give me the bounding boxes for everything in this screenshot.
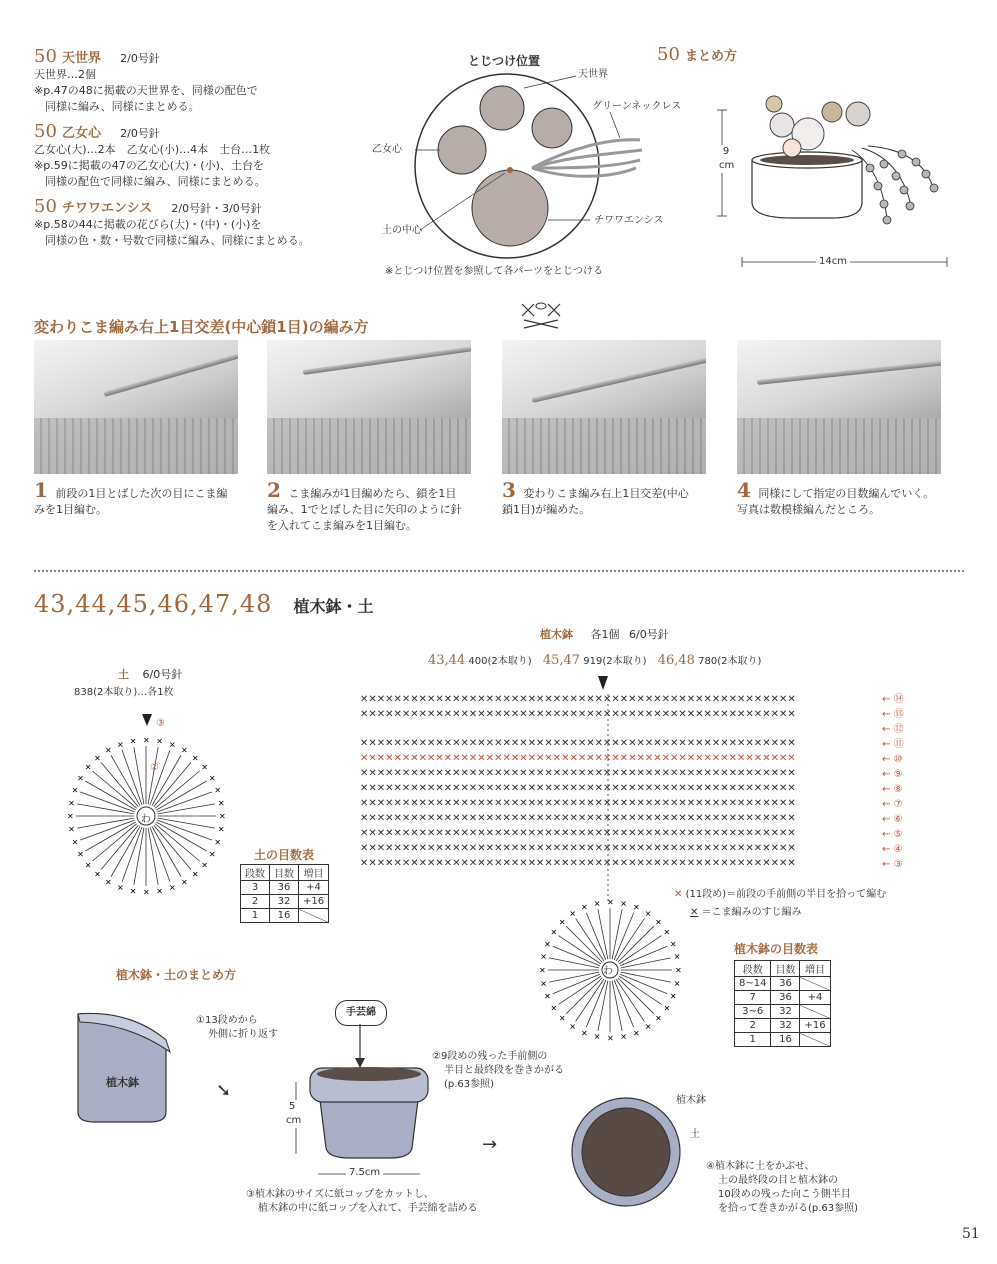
stitch-cross: ✕ bbox=[673, 952, 681, 962]
step-text: ④植木鉢に土をかぶせ、 bbox=[706, 1161, 815, 1172]
assembly-step3 bbox=[246, 1188, 478, 1216]
step-text: を入れてこま編みを1目編む。 bbox=[267, 519, 417, 532]
item-tensekai bbox=[34, 46, 374, 115]
stitch-cross: ✕ bbox=[201, 860, 208, 870]
step-photo-3 bbox=[502, 340, 706, 474]
step-number: 2 bbox=[267, 478, 281, 502]
row-label: ← ④ bbox=[882, 844, 903, 855]
crochet-hook bbox=[531, 358, 706, 403]
stitch-cross: ✕ bbox=[191, 753, 199, 763]
pot-count: 各1個 bbox=[590, 628, 620, 641]
step-text: 10段めの残った向こう側半目 bbox=[718, 1189, 851, 1200]
trailing-stems bbox=[852, 146, 934, 220]
stitch-row: ✕✕✕✕✕✕✕✕✕✕✕✕✕✕✕✕✕✕✕✕✕✕✕✕✕✕✕✕✕✕✕✕✕✕✕✕✕✕✕✕✕✕✕✕✕✕✕✕✕✕✕✕ bbox=[360, 813, 796, 824]
stitch-cross: ✕ bbox=[77, 850, 84, 859]
row-label: ← ⑧ bbox=[882, 784, 903, 795]
stitch-cross: ✕ bbox=[593, 899, 601, 909]
section2-heading bbox=[34, 590, 374, 618]
step-text: 写真は数模様編んだところ。 bbox=[737, 503, 880, 516]
stitch-cross: ✕ bbox=[644, 909, 652, 919]
top-left-instructions bbox=[34, 46, 374, 249]
stitch-cross: ✕ bbox=[540, 952, 548, 962]
stitch-mark bbox=[155, 824, 199, 861]
assembly-height bbox=[286, 1100, 302, 1128]
start-triangle bbox=[142, 714, 152, 726]
section2-numbers: 43,44,45,46,47,48 bbox=[34, 590, 273, 618]
step-text: 外側に折り返す bbox=[208, 1029, 278, 1040]
stitch-mark bbox=[612, 981, 622, 1031]
stitch-mark bbox=[101, 762, 138, 806]
row-label: ← ⑬ bbox=[882, 709, 904, 720]
knit-fabric bbox=[267, 418, 471, 474]
matome-heading bbox=[657, 44, 737, 65]
stitch-mark bbox=[549, 958, 599, 968]
step-3 bbox=[502, 478, 720, 518]
stitch-cross: ✕ bbox=[208, 774, 216, 783]
knit-fabric bbox=[34, 418, 238, 474]
row-label: ← ⑪ bbox=[882, 739, 904, 750]
stitch-cross: ✕ bbox=[663, 1003, 671, 1013]
yarn-nums: 43,44 bbox=[428, 653, 466, 668]
stitch-mark bbox=[92, 771, 136, 808]
item-title: チワワエンシス bbox=[62, 201, 153, 216]
stitch-row: ✕✕✕✕✕✕✕✕✕✕✕✕✕✕✕✕✕✕✕✕✕✕✕✕✕✕✕✕✕✕✕✕✕✕✕✕✕✕✕✕✕✕✕✕✕✕✕✕✕✕✕✕ bbox=[360, 783, 796, 794]
stitch-cross: ✕ bbox=[94, 753, 101, 763]
stitch-cross: ✕ bbox=[143, 736, 150, 745]
pot-count-table bbox=[734, 960, 831, 1047]
soil-round-mark: ② bbox=[150, 762, 159, 773]
item-needle: 2/0号針 bbox=[120, 52, 160, 65]
item-line: ※p.59に掲載の47の乙女心(大)・(小)、土台を bbox=[34, 159, 264, 172]
step-text: 編み、1でとばした目に矢印のように針 bbox=[267, 503, 462, 516]
cross-stitch-symbol bbox=[518, 298, 564, 332]
stitch-mark bbox=[553, 974, 600, 994]
stitch-cross: ✕ bbox=[550, 928, 558, 938]
soil-needle: 6/0号針 bbox=[142, 668, 183, 681]
finished-pot-illustration bbox=[712, 90, 972, 270]
item-line: 同様の配色で同様に編み、同様にまとめる。 bbox=[34, 175, 266, 188]
stitch-mark bbox=[621, 958, 671, 968]
pot-table-title: 植木鉢の目数表 bbox=[734, 942, 819, 956]
row-label: ← ⑦ bbox=[882, 799, 903, 810]
start-marker-chain bbox=[590, 676, 630, 909]
step-text: ③植木鉢のサイズに紙コップをカットし、 bbox=[246, 1189, 434, 1200]
stitch-cross: ✕ bbox=[219, 812, 226, 821]
item-number: 50 bbox=[34, 46, 57, 67]
stitch-cross: ✕ bbox=[607, 1034, 614, 1043]
table-row: 1 16 bbox=[735, 1033, 831, 1047]
stitch-cross: ✕ bbox=[105, 746, 112, 756]
succulent bbox=[846, 102, 870, 126]
step-text: 同様にして指定の目数編んでいく。 bbox=[758, 487, 935, 500]
step-number: 4 bbox=[737, 478, 751, 502]
height-unit: cm bbox=[286, 1115, 302, 1126]
stitch-cross: ✕ bbox=[620, 1032, 627, 1042]
stitch-mark bbox=[553, 946, 600, 966]
arrow-right-icon: ➘ bbox=[216, 1080, 232, 1101]
page-number: 51 bbox=[962, 1226, 980, 1242]
item-otome bbox=[34, 121, 374, 190]
soil-top bbox=[582, 1108, 670, 1196]
table-row: 3 36 +4 bbox=[241, 881, 329, 895]
label-otome: 乙女心 bbox=[372, 144, 402, 155]
item-line: ※p.47の48に掲載の天世界を、同様の配色で bbox=[34, 84, 258, 97]
stitch-cross: ✕ bbox=[117, 883, 124, 893]
soil-center-dot bbox=[507, 167, 513, 173]
stitch-cross: ✕ bbox=[84, 763, 92, 773]
succulent bbox=[822, 102, 842, 122]
assembly-step2 bbox=[432, 1050, 564, 1092]
stitch-row: ✕✕✕✕✕✕✕✕✕✕✕✕✕✕✕✕✕✕✕✕✕✕✕✕✕✕✕✕✕✕✕✕✕✕✕✕✕✕✕✕✕✕✕✕✕✕✕✕✕✕✕✕ bbox=[360, 768, 796, 779]
knit-fabric bbox=[502, 418, 706, 474]
part-circle bbox=[480, 86, 524, 130]
step-1 bbox=[34, 478, 244, 518]
stitch-cross: ✕ bbox=[117, 740, 124, 750]
stitch-mark bbox=[549, 972, 599, 982]
stitch-row: ✕✕✕✕✕✕✕✕✕✕✕✕✕✕✕✕✕✕✕✕✕✕✕✕✕✕✕✕✕✕✕✕✕✕✕✕✕✕✕✕✕✕✕✕✕✕✕✕✕✕✕✕ bbox=[360, 798, 796, 809]
pot-soil bbox=[760, 155, 854, 165]
step-text: ②9段めの残った手前側の bbox=[432, 1051, 548, 1062]
table-row: 2 32 +16 bbox=[241, 895, 329, 909]
cross-red-icon: ✕ bbox=[674, 889, 683, 900]
stitch-cross: ✕ bbox=[94, 870, 101, 880]
stitch-cross: ✕ bbox=[663, 928, 671, 938]
crochet-hook bbox=[303, 345, 471, 375]
stitch-mark bbox=[612, 909, 622, 959]
row-label: ← ⑭ bbox=[882, 694, 904, 705]
label-soil-center: 土の中心 bbox=[382, 225, 422, 236]
cross-mark bbox=[524, 320, 558, 328]
item-number: 50 bbox=[34, 196, 57, 217]
pot-body bbox=[752, 160, 862, 218]
stitch-cross: ✕ bbox=[84, 860, 92, 870]
table-row: 7 36 +4 bbox=[735, 991, 831, 1005]
stitch-cross: ✕ bbox=[191, 870, 199, 880]
table-row: 3~6 32 bbox=[735, 1005, 831, 1019]
soil-table-title: 土の目数表 bbox=[254, 848, 315, 862]
start-triangle bbox=[598, 676, 608, 690]
stitch-cross: ✕ bbox=[544, 992, 551, 1002]
stitch-cross: ✕ bbox=[77, 774, 84, 783]
stitch-cross: ✕ bbox=[669, 992, 677, 1002]
matome-height bbox=[719, 145, 733, 173]
label-tensekai: 天世界 bbox=[578, 69, 608, 80]
stitch-mark bbox=[621, 972, 671, 982]
matome-title: まとめ方 bbox=[685, 49, 738, 64]
stitch-cross: ✕ bbox=[675, 966, 682, 975]
stitch-mark bbox=[154, 762, 191, 806]
yarn-amount: 919(2本取り) bbox=[583, 656, 647, 667]
item-needle: 2/0号針・3/0号針 bbox=[171, 202, 262, 215]
table-header: 段数 目数 増目 bbox=[241, 865, 329, 881]
step-photo-4 bbox=[737, 340, 941, 474]
stitch-cross: ✕ bbox=[68, 825, 75, 835]
step-text: 半目と最終段を巻きかがる bbox=[444, 1065, 564, 1076]
item-line: 同様の色・数・号数で同様に編み、同様にまとめる。 bbox=[34, 234, 310, 247]
stitch-cross: ✕ bbox=[558, 917, 566, 927]
pot-yarns bbox=[428, 652, 761, 668]
pot-heading bbox=[540, 626, 669, 642]
item-line: 天世界…2個 bbox=[34, 68, 96, 81]
assembly-step4 bbox=[706, 1160, 858, 1216]
stitch-cross: ✕ bbox=[580, 903, 588, 913]
part-circle bbox=[438, 126, 486, 174]
crochet-hook bbox=[757, 360, 941, 385]
step-text: (p.63参照) bbox=[444, 1079, 495, 1090]
stitch-cross: ✕ bbox=[181, 746, 188, 756]
position-note: ※とじつけ位置を参照して各パーツをとじつける bbox=[385, 266, 603, 277]
succulent bbox=[770, 113, 794, 137]
stitch-cross: ✕ bbox=[129, 886, 137, 896]
assembly-pot-1 bbox=[70, 1000, 200, 1130]
step-text: 土の最終段の目と植木鉢の bbox=[718, 1175, 838, 1186]
knit-fabric bbox=[737, 418, 941, 474]
stitch-cross: ✕ bbox=[143, 888, 150, 897]
legend-text: ＝こま編みのすじ編み bbox=[701, 907, 802, 918]
step-text: 植木鉢の中に紙コップを入れて、手芸綿を詰める bbox=[258, 1203, 478, 1214]
technique-title: 変わりこま編み右上1目交差(中心鎖1目)の編み方 bbox=[34, 318, 369, 336]
table-header: 段数 目数 増目 bbox=[735, 961, 831, 977]
step-text: こま編みが1目編めたら、鎖を1目 bbox=[288, 487, 457, 500]
stitch-cross: ✕ bbox=[217, 825, 225, 835]
cross-underlined-icon: ✕ bbox=[690, 907, 699, 918]
yarn-amount: 400(2本取り) bbox=[468, 656, 532, 667]
assembly-step1 bbox=[196, 1014, 278, 1042]
label-chiwawa: チワワエンシス bbox=[594, 215, 664, 226]
position-diagram bbox=[380, 68, 710, 268]
item-title: 天世界 bbox=[62, 51, 102, 66]
stitch-cross: ✕ bbox=[669, 939, 677, 949]
stitch-row: ✕✕✕✕✕✕✕✕✕✕✕✕✕✕✕✕✕✕✕✕✕✕✕✕✕✕✕✕✕✕✕✕✕✕✕✕✕✕✕✕✕✕✕✕✕✕✕✕✕✕✕✕ bbox=[360, 694, 796, 705]
stitch-cross: ✕ bbox=[214, 837, 222, 847]
step-photo-2 bbox=[267, 340, 471, 474]
matome-height-num: 9 bbox=[722, 146, 730, 157]
matome-number: 50 bbox=[657, 44, 680, 65]
soil-yarn: 838(2本取り)…各1枚 bbox=[74, 687, 174, 698]
assembly-pot-2 bbox=[290, 1024, 440, 1184]
stitch-cross: ✕ bbox=[544, 939, 551, 949]
label-green-necklace: グリーンネックレス bbox=[592, 101, 682, 112]
cotton-bubble: 手芸綿 bbox=[335, 1000, 387, 1026]
stitch-cross: ✕ bbox=[569, 909, 576, 919]
pot-shape bbox=[78, 1014, 166, 1122]
stitch-mark bbox=[620, 974, 667, 994]
stitch-cross: ✕ bbox=[655, 917, 662, 927]
cross-mark bbox=[522, 304, 560, 316]
succulent bbox=[766, 96, 782, 112]
stitch-cross: ✕ bbox=[633, 903, 640, 913]
stitch-cross: ✕ bbox=[580, 1028, 588, 1038]
stitch-cross: ✕ bbox=[539, 966, 546, 975]
stitch-mark bbox=[598, 909, 608, 959]
stitch-row: ✕✕✕✕✕✕✕✕✕✕✕✕✕✕✕✕✕✕✕✕✕✕✕✕✕✕✕✕✕✕✕✕✕✕✕✕✕✕✕✕✕✕✕✕✕✕✕✕✕✕✕✕ bbox=[360, 828, 796, 839]
succulent bbox=[783, 139, 801, 157]
stitch-mark bbox=[155, 771, 199, 808]
stitch-cross: ✕ bbox=[593, 1032, 601, 1042]
item-needle: 2/0号針 bbox=[120, 127, 160, 140]
stitch-cross: ✕ bbox=[217, 798, 225, 808]
assembly-pot-label: 植木鉢 bbox=[106, 1076, 139, 1089]
chain-mark bbox=[536, 303, 546, 309]
step-2 bbox=[267, 478, 485, 534]
step-text: 変わりこま編み右上1目交差(中心 bbox=[523, 487, 689, 500]
label-pot-top: 植木鉢 bbox=[676, 1095, 706, 1106]
stitch-cross: ✕ bbox=[540, 979, 548, 989]
stitch-mark bbox=[101, 825, 138, 869]
soil-round-mark: ③ bbox=[156, 718, 165, 729]
soil-ring-label: わ bbox=[141, 814, 151, 825]
step-photo-1 bbox=[34, 340, 238, 474]
row-labels bbox=[882, 692, 922, 872]
soil-title: 土 bbox=[118, 668, 129, 681]
yarn-nums: 46,48 bbox=[657, 653, 695, 668]
table-row: 1 16 bbox=[241, 909, 329, 923]
step-text: 前段の1目とばした次の目にこま編 bbox=[55, 487, 228, 500]
stitch-cross: ✕ bbox=[633, 1028, 640, 1038]
row-label: ← ⑫ bbox=[882, 724, 904, 735]
step-text: ①13段めから bbox=[196, 1015, 258, 1026]
section2-title: 植木鉢・土 bbox=[293, 597, 374, 616]
stitch-row-highlight: ✕✕✕✕✕✕✕✕✕✕✕✕✕✕✕✕✕✕✕✕✕✕✕✕✕✕✕✕✕✕✕✕✕✕✕✕✕✕✕✕✕✕✕✕✕✕✕✕✕✕✕✕ bbox=[360, 753, 796, 764]
legend-text: (11段め)＝前段の手前側の半目を拾って編む bbox=[685, 889, 887, 900]
item-line: 乙女心(大)…2本 乙女心(小)…4本 土台…1枚 bbox=[34, 143, 271, 156]
assembly-title: 植木鉢・土のまとめ方 bbox=[116, 968, 237, 982]
matome-width: 14cm bbox=[816, 255, 850, 269]
step-text: 鎖1目)が編めた。 bbox=[502, 503, 591, 516]
stitch-cross: ✕ bbox=[68, 798, 75, 808]
stitch-cross: ✕ bbox=[214, 786, 222, 796]
crochet-hook bbox=[103, 354, 238, 397]
step-number: 1 bbox=[34, 478, 48, 502]
stitch-cross: ✕ bbox=[156, 886, 163, 896]
row-label: ← ⑨ bbox=[882, 769, 903, 780]
stitch-cross: ✕ bbox=[620, 899, 627, 909]
assembly-width: 7.5cm bbox=[346, 1166, 383, 1180]
stitch-cross: ✕ bbox=[644, 1022, 652, 1032]
stitch-cross: ✕ bbox=[168, 883, 176, 893]
stitch-row: ✕✕✕✕✕✕✕✕✕✕✕✕✕✕✕✕✕✕✕✕✕✕✕✕✕✕✕✕✕✕✕✕✕✕✕✕✕✕✕✕✕✕✕✕✕✕✕✕✕✕✕✕ bbox=[360, 738, 796, 749]
stitch-cross: ✕ bbox=[67, 812, 74, 821]
stitch-cross: ✕ bbox=[71, 786, 79, 796]
pot-needle: 6/0号針 bbox=[629, 628, 669, 641]
part-circle bbox=[532, 108, 572, 148]
stitch-cross: ✕ bbox=[558, 1014, 566, 1024]
legend-front-loop bbox=[674, 888, 886, 902]
item-title: 乙女心 bbox=[62, 126, 102, 141]
stitch-cross: ✕ bbox=[208, 850, 216, 859]
item-line: ※p.58の44に掲載の花びら(大)・(中)・(小)を bbox=[34, 218, 262, 231]
yarn-nums: 45,47 bbox=[542, 653, 581, 668]
step-text: を拾って巻きかがる(p.63参照) bbox=[718, 1203, 859, 1214]
pot-title: 植木鉢 bbox=[540, 628, 573, 641]
stitch-cross: ✕ bbox=[129, 737, 137, 747]
arrow-head bbox=[355, 1058, 365, 1068]
pot-ring-label: わ bbox=[603, 966, 613, 977]
stitch-row: ✕✕✕✕✕✕✕✕✕✕✕✕✕✕✕✕✕✕✕✕✕✕✕✕✕✕✕✕✕✕✕✕✕✕✕✕✕✕✕✕✕✕✕✕✕✕✕✕✕✕✕✕ bbox=[360, 709, 796, 720]
row-label: ← ⑩ bbox=[882, 754, 903, 765]
height-num: 5 bbox=[288, 1101, 296, 1112]
item-line: 同様に編み、同様にまとめる。 bbox=[34, 100, 200, 113]
stitch-mark bbox=[586, 913, 606, 960]
stitch-cross: ✕ bbox=[655, 1014, 662, 1024]
label-soil-top: 土 bbox=[690, 1129, 700, 1140]
section-divider bbox=[34, 570, 964, 572]
soil-count-table bbox=[240, 864, 329, 923]
stitch-cross: ✕ bbox=[607, 898, 614, 907]
item-chiwawa bbox=[34, 196, 374, 249]
stitch-cross: ✕ bbox=[181, 877, 188, 887]
legend-back-loop bbox=[690, 906, 802, 920]
stitch-mark bbox=[154, 825, 191, 869]
bead-leaves bbox=[866, 150, 938, 224]
step-text: みを1目編む。 bbox=[34, 503, 107, 516]
item-number: 50 bbox=[34, 121, 57, 142]
row-label: ← ⑥ bbox=[882, 814, 903, 825]
stitch-mark bbox=[586, 980, 606, 1027]
stitch-mark bbox=[620, 946, 667, 966]
stitch-row: ✕✕✕✕✕✕✕✕✕✕✕✕✕✕✕✕✕✕✕✕✕✕✕✕✕✕✕✕✕✕✕✕✕✕✕✕✕✕✕✕✕✕✕✕✕✕✕✕✕✕✕✕ bbox=[360, 858, 796, 869]
stitch-cross: ✕ bbox=[673, 979, 681, 989]
stitch-cross: ✕ bbox=[569, 1022, 576, 1032]
soil-heading bbox=[118, 666, 182, 682]
yarn-amount: 780(2本取り) bbox=[698, 656, 762, 667]
stitch-mark bbox=[614, 913, 634, 960]
stitch-mark bbox=[92, 824, 136, 861]
stitch-cross: ✕ bbox=[71, 837, 79, 847]
stitch-mark bbox=[598, 981, 608, 1031]
part-circle bbox=[472, 170, 548, 246]
row-label: ← ⑤ bbox=[882, 829, 903, 840]
assembly-top-view bbox=[566, 1092, 696, 1222]
step-4 bbox=[737, 478, 967, 518]
table-row: 8~14 36 bbox=[735, 977, 831, 991]
stitch-cross: ✕ bbox=[550, 1003, 558, 1013]
position-diagram-title: とじつけ位置 bbox=[468, 54, 541, 68]
stitch-row: ✕✕✕✕✕✕✕✕✕✕✕✕✕✕✕✕✕✕✕✕✕✕✕✕✕✕✕✕✕✕✕✕✕✕✕✕✕✕✕✕✕✕✕✕✕✕✕✕✕✕✕✕ bbox=[360, 843, 796, 854]
row-label: ← ③ bbox=[882, 859, 903, 870]
cotton-fill bbox=[317, 1067, 421, 1081]
stitch-mark bbox=[614, 980, 634, 1027]
stitch-cross: ✕ bbox=[105, 877, 112, 887]
step-number: 3 bbox=[502, 478, 516, 502]
leader bbox=[610, 112, 620, 138]
stitch-cross: ✕ bbox=[201, 763, 208, 773]
arrow-right-icon: → bbox=[482, 1134, 498, 1155]
stitch-cross: ✕ bbox=[168, 740, 176, 750]
matome-height-unit: cm bbox=[719, 160, 735, 171]
stitch-cross: ✕ bbox=[156, 737, 163, 747]
table-row: 2 32 +16 bbox=[735, 1019, 831, 1033]
